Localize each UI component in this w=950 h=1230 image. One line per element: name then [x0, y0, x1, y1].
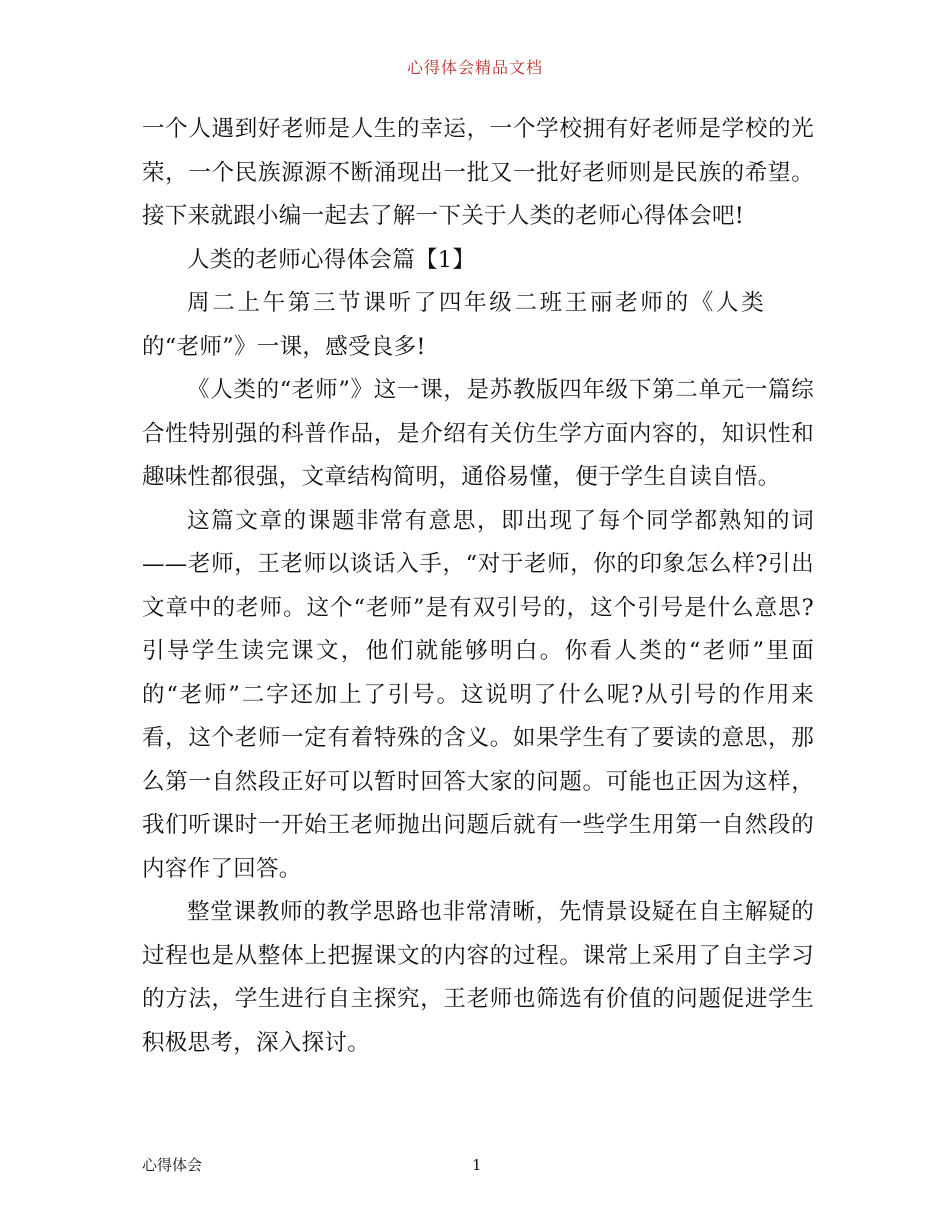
body-paragraph: 周二上午第三节课听了四年级二班王丽老师的《人类的“老师”》一课，感受良多!	[142, 290, 764, 360]
section-heading: 人类的老师心得体会篇【1】	[187, 246, 476, 273]
intro-paragraph: 一个人遇到好老师是人生的幸运，一个学校拥有好老师是学校的光荣，一个民族源源不断涌现出一批又一批好老师则是民族的希望。接下来就跟小编一起去了解一下关于人类的老师心得体会吧!	[142, 116, 814, 229]
body-paragraph: 《人类的“老师”》这一课，是苏教版四年级下第二单元一篇综合性特别强的科普作品，是介绍有关仿生学方面内容的，知识性和趣味性都很强，文章结构简明，通俗易懂，便于学生自读自悟。	[142, 377, 814, 490]
page-number: 1	[472, 1156, 482, 1174]
document-body	[142, 108, 814, 1065]
body-paragraph: 这篇文章的课题非常有意思，即出现了每个同学都熟知的词——老师，王老师以谈话入手，“对于老师，你的印象怎么样?引出文章中的老师。这个“老师”是有双引号的，这个引号是什么意思?引导学生读完课文，他们就能够明白。你看人类的“老师”里面的“老师”二字还加上了引号。这说明了什么呢?从引号的作用来看，这个老师一定有着特殊的含义。如果学生有了要读的意思，那么第一自然段正好可以暂时回答大家的问题。可能也正因为这样，我们听课时一开始王老师抛出问题后就有一些学生用第一自然段的内容作了回答。	[142, 507, 814, 882]
page-header: 心得体会精品文档	[406, 58, 543, 77]
body-paragraph: 整堂课教师的教学思路也非常清晰，先情景设疑在自主解疑的过程也是从整体上把握课文的内容的过程。课常上采用了自主学习的方法，学生进行自主探究，王老师也筛选有价值的问题促进学生积极思考，深入探讨。	[142, 899, 814, 1056]
footer-label: 心得体会	[142, 1156, 203, 1174]
